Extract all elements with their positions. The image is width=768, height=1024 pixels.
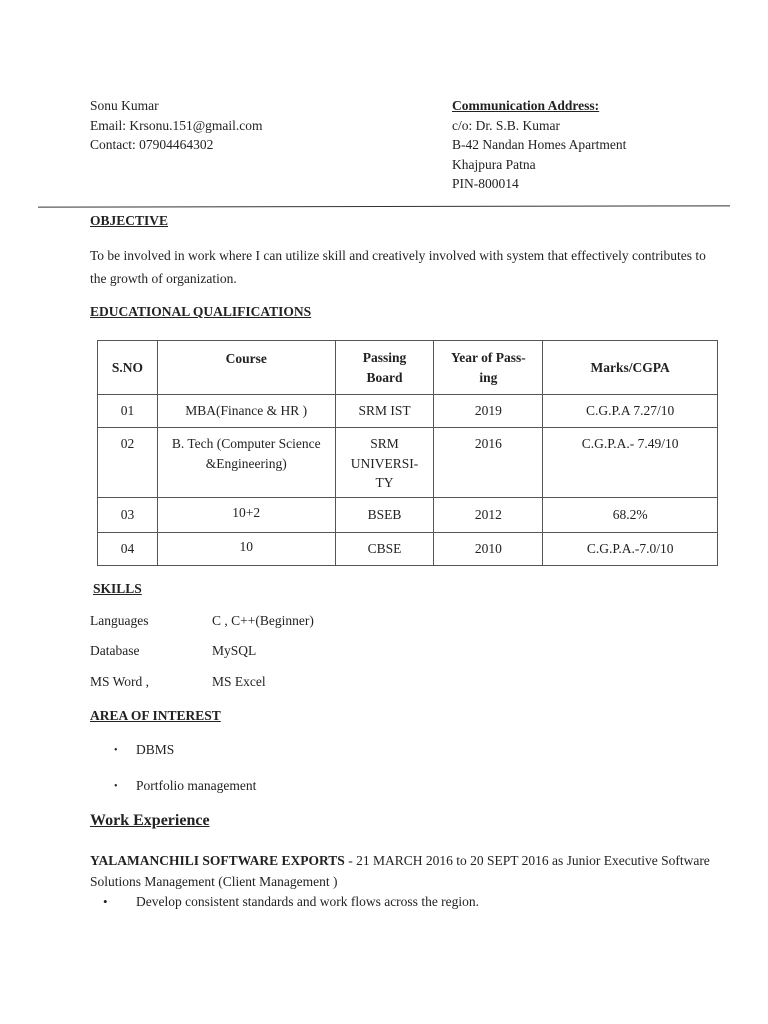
- header-year: Year of Pass-ing: [434, 341, 543, 395]
- skill-value-database: MySQL: [212, 643, 257, 658]
- cell-sno: 02: [98, 428, 158, 498]
- interest-item: DBMS: [136, 742, 175, 757]
- cell-marks: C.G.P.A 7.27/10: [543, 395, 718, 428]
- cell-sno: 03: [98, 498, 158, 533]
- address-line-1: c/o: Dr. S.B. Kumar: [452, 117, 560, 133]
- skill-value-msexcel: MS Excel: [212, 674, 266, 689]
- bullet-icon: •: [114, 745, 118, 756]
- contact-line: Contact: 07904464302: [90, 137, 214, 152]
- cell-board: SRM UNIVERSI-TY: [335, 428, 434, 498]
- address-title: Communication Address:: [452, 98, 600, 113]
- skill-label-msword: MS Word ,: [90, 674, 150, 689]
- header-marks: Marks/CGPA: [543, 341, 718, 395]
- cell-sno: 01: [98, 395, 158, 428]
- cell-year: 2010: [434, 533, 543, 566]
- cell-year: 2016: [434, 428, 543, 498]
- skill-value-languages: C , C++(Beginner): [212, 613, 314, 628]
- header-board: Passing Board: [335, 341, 434, 395]
- address-block: [452, 96, 626, 194]
- company-name: YALAMANCHILI SOFTWARE EXPORTS: [90, 853, 345, 868]
- cell-marks: C.G.P.A.- 7.49/10: [543, 428, 718, 498]
- table-header-row: [98, 341, 718, 395]
- header-course: Course: [157, 341, 335, 395]
- education-table: [97, 340, 718, 566]
- work-details: - 21 MARCH 2016 to 20 SEPT 2016 as Junior Executive Software Solutions Management (Client Management ): [90, 853, 710, 889]
- cell-course: 10: [157, 533, 335, 566]
- work-bullet: Develop consistent standards and work flows across the region.: [136, 894, 480, 909]
- header-sno: S.NO: [98, 341, 158, 395]
- education-heading: EDUCATIONAL QUALIFICATIONS: [90, 304, 312, 319]
- table-row: [98, 428, 718, 498]
- bullet-icon: •: [103, 894, 108, 909]
- objective-text: To be involved in work where I can utilize skill and creatively involved with system that effectively contributes to the growth of organization.: [90, 248, 706, 286]
- address-line-3: Khajpura Patna: [452, 156, 536, 172]
- skill-label-languages: Languages: [90, 613, 149, 628]
- email-line: Email: Krsonu.151@gmail.com: [90, 117, 263, 133]
- cell-year: 2012: [434, 498, 543, 533]
- cell-sno: 04: [98, 533, 158, 566]
- interest-item: Portfolio management: [136, 778, 257, 793]
- table-row: [98, 533, 718, 566]
- interest-heading: AREA OF INTEREST: [90, 708, 221, 723]
- cell-board: SRM IST: [335, 395, 434, 428]
- cell-course: 10+2: [157, 498, 335, 533]
- table-row: [98, 498, 718, 533]
- cell-marks: C.G.P.A.-7.0/10: [543, 533, 718, 566]
- cell-marks: 68.2%: [543, 498, 718, 533]
- work-entry: [90, 850, 720, 892]
- header-divider: [38, 205, 730, 207]
- cell-board: CBSE: [335, 533, 434, 566]
- skill-label-database: Database: [90, 643, 140, 658]
- cell-course: B. Tech (Computer Science &Engineering): [157, 428, 335, 498]
- contact-block: [90, 96, 263, 155]
- table-row: [98, 395, 718, 428]
- cell-course: MBA(Finance & HR ): [157, 395, 335, 428]
- skills-heading: SKILLS: [93, 581, 142, 596]
- address-line-2: B-42 Nandan Homes Apartment: [452, 137, 627, 152]
- bullet-icon: •: [114, 781, 118, 792]
- work-heading: Work Experience: [90, 812, 210, 829]
- objective-heading: OBJECTIVE: [90, 213, 169, 228]
- candidate-name: Sonu Kumar: [90, 98, 159, 113]
- cell-board: BSEB: [335, 498, 434, 533]
- address-line-4: PIN-800014: [452, 176, 519, 191]
- cell-year: 2019: [434, 395, 543, 428]
